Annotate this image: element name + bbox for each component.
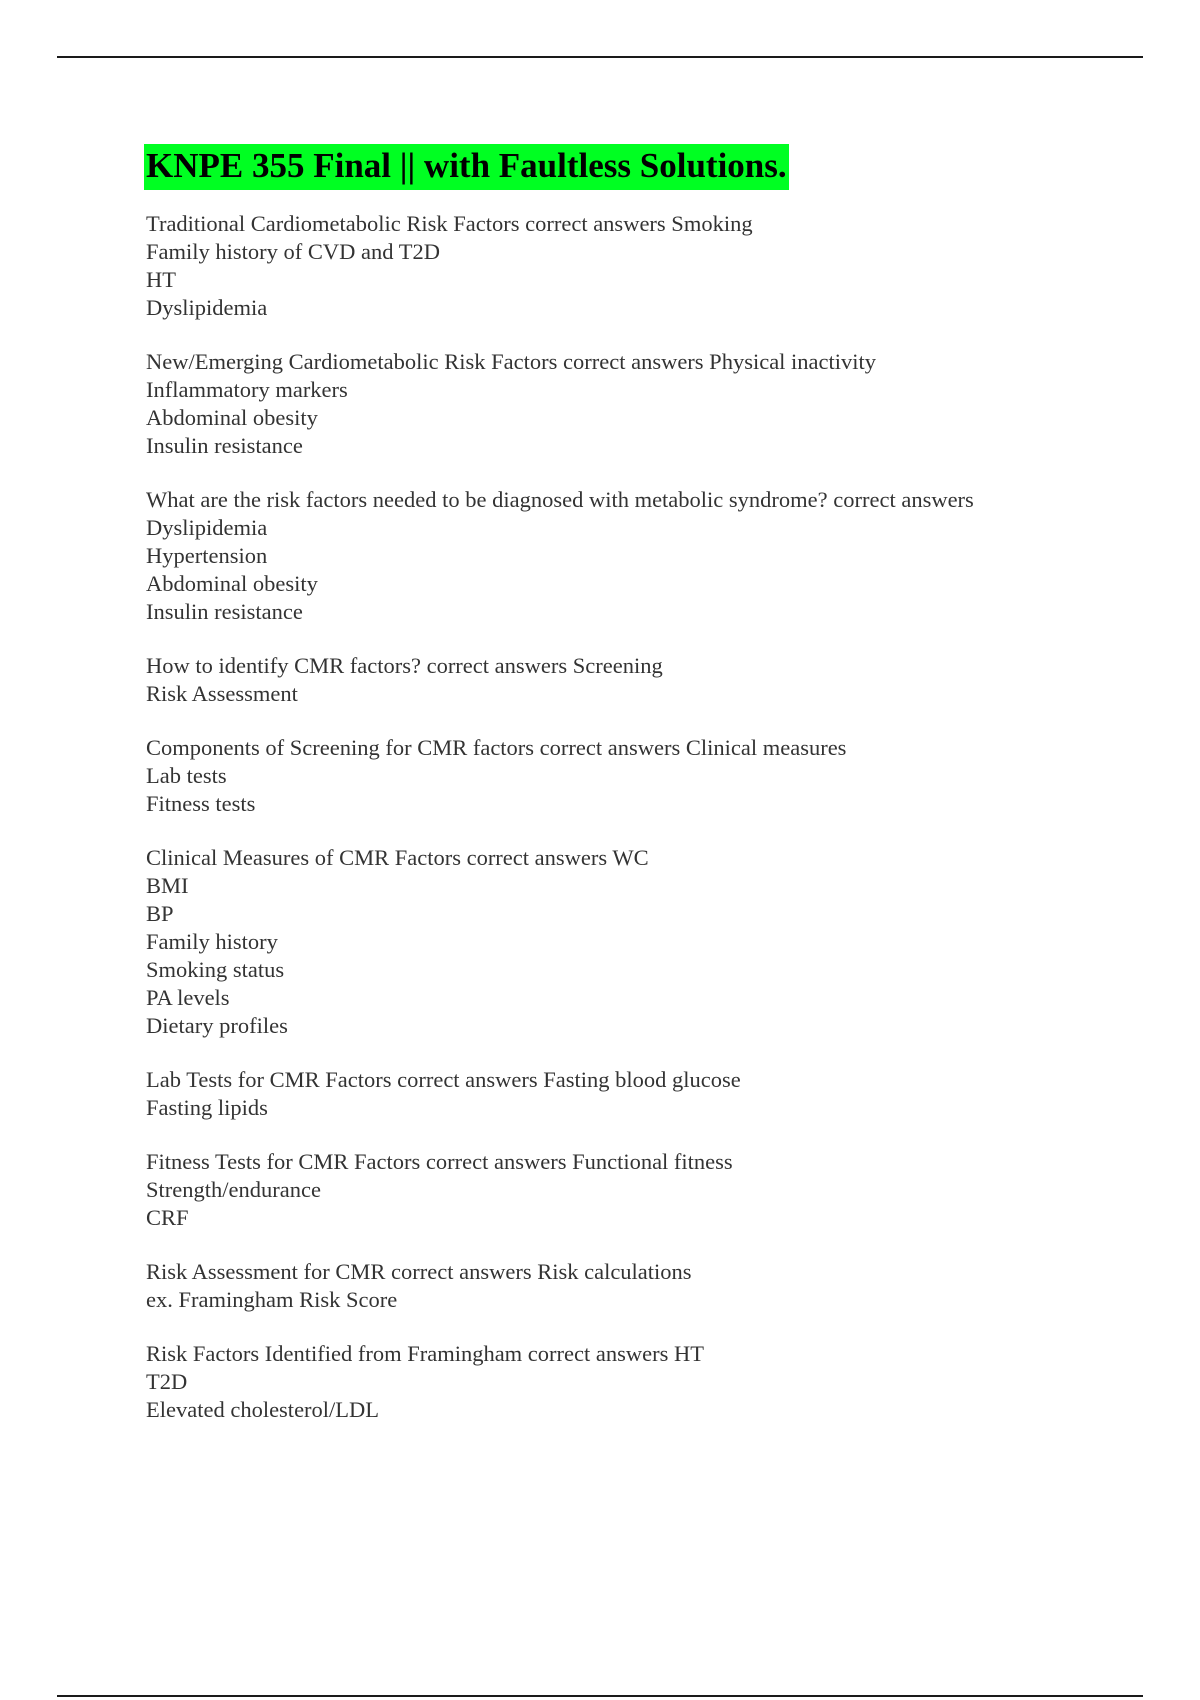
qa-question-line: Risk Assessment for CMR correct answers Risk calculations: [146, 1259, 692, 1284]
qa-question-line: Risk Factors Identified from Framingham correct answers HT: [146, 1341, 704, 1366]
qa-answer-line: Insulin resistance: [146, 599, 303, 624]
qa-answer-line: Fasting lipids: [146, 1095, 268, 1120]
qa-answer-line: Smoking status: [146, 957, 285, 982]
qa-entry: [146, 652, 1146, 708]
qa-answer-line: Abdominal obesity: [146, 405, 318, 430]
qa-answer-line: HT: [146, 267, 176, 292]
footer-rule: [57, 1695, 1143, 1697]
qa-answer-line: Abdominal obesity: [146, 571, 318, 596]
qa-entry: [146, 734, 1146, 818]
qa-question-line: Traditional Cardiometabolic Risk Factors correct answers Smoking: [146, 211, 753, 236]
qa-list: [146, 210, 1146, 1424]
qa-answer-line: Lab tests: [146, 763, 227, 788]
qa-entry: [146, 1258, 1146, 1314]
qa-answer-line: Hypertension: [146, 543, 268, 568]
qa-question-line: New/Emerging Cardiometabolic Risk Factors correct answers Physical inactivity: [146, 349, 877, 374]
document-title: KNPE 355 Final || with Faultless Solutions.: [144, 144, 789, 190]
qa-answer-line: Family history of CVD and T2D: [146, 239, 440, 264]
qa-entry: [146, 210, 1146, 322]
qa-answer-line: CRF: [146, 1205, 189, 1230]
qa-answer-line: ex. Framingham Risk Score: [146, 1287, 398, 1312]
qa-answer-line: Dietary profiles: [146, 1013, 288, 1038]
qa-entry: [146, 1066, 1146, 1122]
qa-entry: [146, 844, 1146, 1040]
qa-answer-line: Elevated cholesterol/LDL: [146, 1397, 380, 1422]
qa-question-line: How to identify CMR factors? correct answers Screening: [146, 653, 663, 678]
header-rule: [57, 56, 1143, 58]
qa-answer-line: BP: [146, 901, 174, 926]
qa-answer-line: T2D: [146, 1369, 188, 1394]
qa-question-line: Components of Screening for CMR factors correct answers Clinical measures: [146, 735, 847, 760]
document-body: [146, 144, 1146, 1450]
qa-entry: [146, 1340, 1146, 1424]
qa-answer-line: Dyslipidemia: [146, 515, 268, 540]
qa-answer-line: Dyslipidemia: [146, 295, 268, 320]
qa-answer-line: Fitness tests: [146, 791, 256, 816]
qa-entry: [146, 486, 1146, 626]
qa-question-line: Lab Tests for CMR Factors correct answers Fasting blood glucose: [146, 1067, 741, 1092]
qa-answer-line: Family history: [146, 929, 278, 954]
qa-answer-line: Risk Assessment: [146, 681, 298, 706]
qa-answer-line: Inflammatory markers: [146, 377, 348, 402]
qa-entry: [146, 1148, 1146, 1232]
qa-question-line: What are the risk factors needed to be diagnosed with metabolic syndrome? correct answers: [146, 487, 974, 512]
qa-question-line: Clinical Measures of CMR Factors correct answers WC: [146, 845, 649, 870]
qa-question-line: Fitness Tests for CMR Factors correct answers Functional fitness: [146, 1149, 733, 1174]
qa-answer-line: PA levels: [146, 985, 230, 1010]
qa-answer-line: Insulin resistance: [146, 433, 303, 458]
qa-entry: [146, 348, 1146, 460]
qa-answer-line: Strength/endurance: [146, 1177, 321, 1202]
qa-answer-line: BMI: [146, 873, 189, 898]
